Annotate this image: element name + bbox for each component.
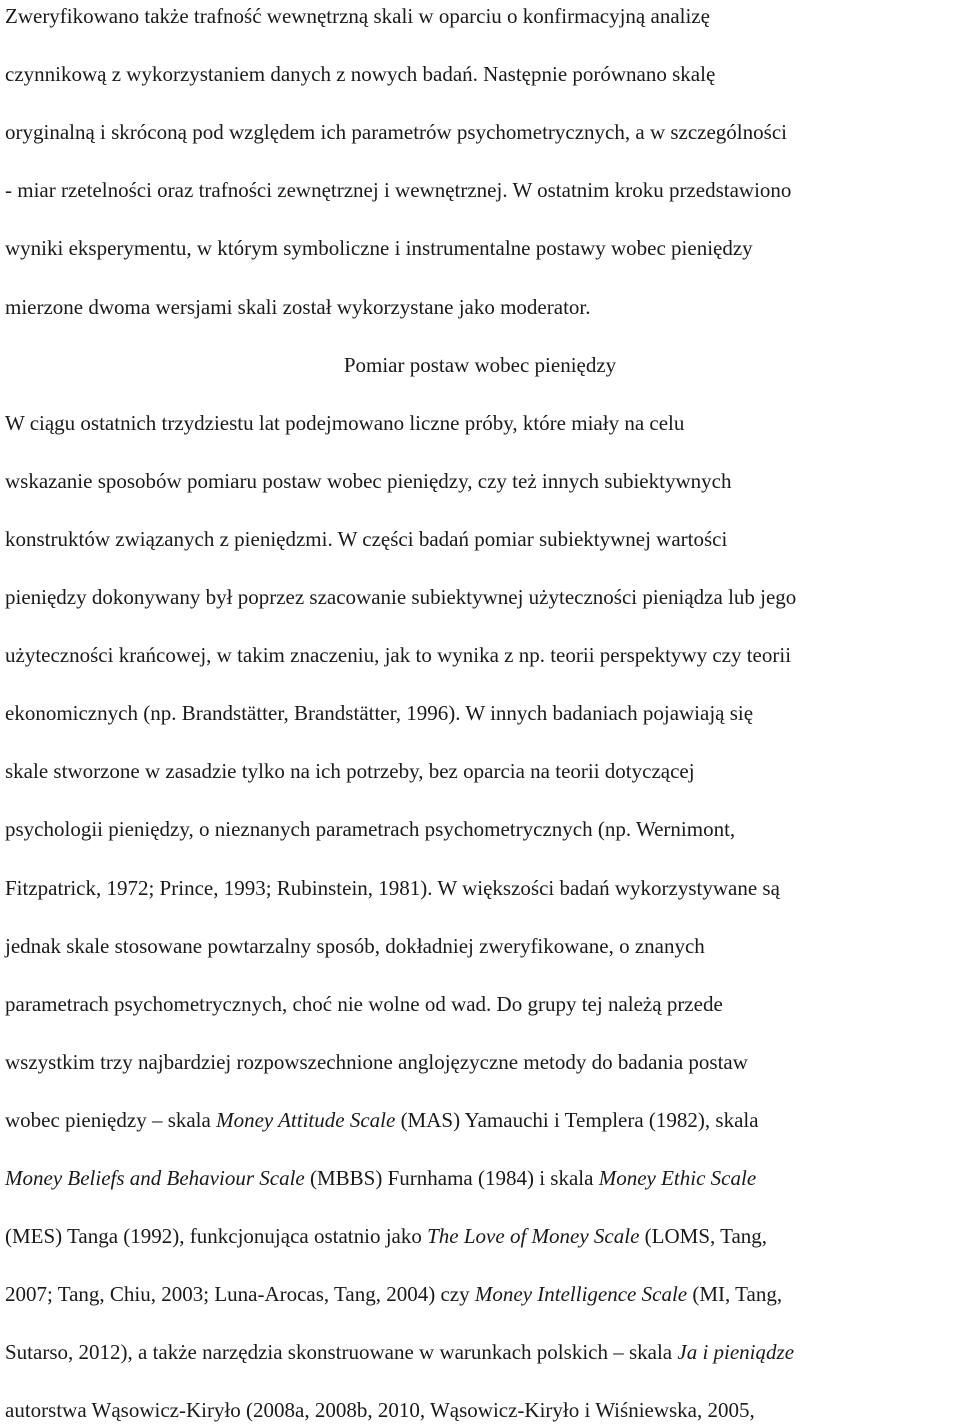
- italic-title: Ja i pieniądze: [677, 1340, 795, 1365]
- text-line: [5, 1106, 759, 1134]
- text-line: [5, 1048, 748, 1076]
- text-segment: (MAS) Yamauchi i Templera (1982), skala: [395, 1107, 759, 1132]
- text-segment: jednak skale stosowane powtarzalny sposób, dokładniej zweryfikowane, o znanych: [5, 933, 705, 958]
- text-segment: wobec pieniędzy – skala: [5, 1107, 217, 1132]
- text-line: [5, 757, 695, 785]
- text-line: [5, 118, 787, 146]
- text-line: [5, 1222, 767, 1250]
- text-line: [5, 583, 796, 611]
- text-line: [5, 176, 791, 204]
- text-segment: konstruktów związanych z pieniędzmi. W części badań pomiar subiektywnej wartości: [5, 526, 728, 551]
- text-line: [5, 641, 791, 669]
- italic-title: Money Intelligence Scale: [474, 1282, 688, 1307]
- italic-title: Money Beliefs and Behaviour Scale: [5, 1166, 305, 1190]
- text-segment: użyteczności krańcowej, w takim znaczeniu, jak to wynika z np. teorii perspektywy czy teorii: [5, 643, 792, 668]
- text-line: [5, 1338, 794, 1366]
- text-segment: wszystkim trzy najbardziej rozpowszechnione anglojęzyczne metody do badania postaw: [5, 1049, 748, 1074]
- text-line: [5, 467, 731, 495]
- text-line: [5, 932, 705, 960]
- text-segment: Sutarso, 2012), a także narzędzia skonstruowane w warunkach polskich – skala: [5, 1340, 678, 1365]
- text-segment: oryginalną i skróconą pod względem ich parametrów psychometrycznych, a w szczególności: [5, 120, 787, 145]
- text-line: [5, 60, 715, 88]
- text-segment: Pomiar postaw wobec pieniędzy: [343, 352, 617, 377]
- text-segment: autorstwa Wąsowicz-Kiryło (2008a, 2008b, 2010, Wąsowicz-Kiryło i Wiśniewska, 2005,: [5, 1398, 755, 1423]
- text-line: [5, 1280, 782, 1308]
- text-line: [5, 874, 780, 902]
- text-segment: mierzone dwoma wersjami skali został wykorzystane jako moderator.: [5, 294, 591, 319]
- italic-title: Money Ethic Scale: [598, 1166, 757, 1190]
- text-segment: czynnikową z wykorzystaniem danych z nowych badań. Następnie porównano skalę: [5, 62, 716, 87]
- text-line: [5, 990, 723, 1018]
- text-segment: wskazanie sposobów pomiaru postaw wobec pieniędzy, czy też innych subiektywnych: [5, 468, 732, 493]
- text-segment: W ciągu ostatnich trzydziestu lat podejmowano liczne próby, które miały na celu: [5, 410, 685, 435]
- text-segment: Fitzpatrick, 1972; Prince, 1993; Rubinstein, 1981). W większości badań wykorzystywane są: [5, 875, 780, 900]
- text-line: [5, 1396, 755, 1424]
- text-line: [5, 234, 753, 262]
- text-segment: (MES) Tanga (1992), funkcjonująca ostatnio jako: [5, 1224, 428, 1249]
- italic-title: The Love of Money Scale: [427, 1224, 640, 1249]
- text-segment: psychologii pieniędzy, o nieznanych parametrach psychometrycznych (np. Wernimont,: [5, 817, 736, 842]
- text-segment: wyniki eksperymentu, w którym symboliczne i instrumentalne postawy wobec pieniędzy: [5, 236, 753, 261]
- text-line: [5, 409, 684, 437]
- text-segment: (MBBS) Furnhama (1984) i skala: [304, 1166, 599, 1190]
- text-line: [5, 699, 753, 727]
- text-line: [5, 1164, 756, 1192]
- text-segment: skale stworzone w zasadzie tylko na ich potrzeby, bez oparcia na teorii dotyczącej: [5, 759, 695, 784]
- text-segment: parametrach psychometrycznych, choć nie wolne od wad. Do grupy tej należą przede: [5, 991, 723, 1016]
- text-segment: (MI, Tang,: [687, 1282, 783, 1307]
- text-segment: - miar rzetelności oraz trafności zewnętrznej i wewnętrznej. W ostatnim kroku przedstawiono: [5, 178, 792, 203]
- text-line: [5, 525, 727, 553]
- text-line: [5, 815, 735, 843]
- text-segment: (LOMS, Tang,: [639, 1224, 768, 1249]
- italic-title: Money Attitude Scale: [216, 1107, 396, 1132]
- text-segment: pieniędzy dokonywany był poprzez szacowanie subiektywnej użyteczności pieniądza lub jego: [5, 585, 797, 609]
- text-segment: Zweryfikowano także trafność wewnętrzną skali w oparciu o konfirmacyjną analizę: [5, 4, 710, 28]
- text-line: [5, 293, 591, 321]
- section-heading: [0, 351, 960, 379]
- text-line: [5, 2, 710, 30]
- text-segment: 2007; Tang, Chiu, 2003; Luna-Arocas, Tang, 2004) czy: [5, 1282, 475, 1307]
- text-segment: ekonomicznych (np. Brandstätter, Brandstätter, 1996). W innych badaniach pojawiają się: [5, 701, 754, 726]
